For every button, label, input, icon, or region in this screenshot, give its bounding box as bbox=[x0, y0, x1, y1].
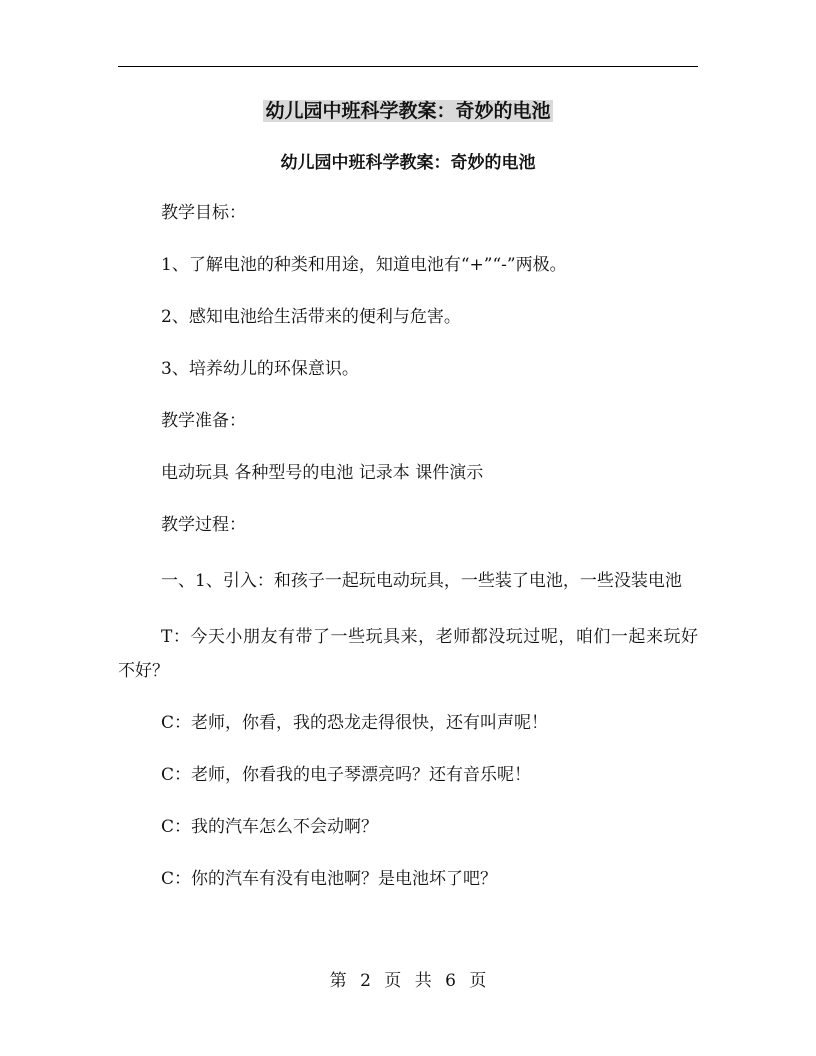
paragraph-preparation-heading: 教学准备： bbox=[161, 411, 246, 431]
header-rule bbox=[118, 66, 698, 67]
footer-total-pages: 6 bbox=[445, 971, 456, 991]
paragraph-objectives-heading: 教学目标： bbox=[161, 203, 246, 223]
paragraph-child-line-3: C：我的汽车怎么不会动啊？ bbox=[161, 817, 379, 837]
footer-page-unit: 页 bbox=[384, 971, 402, 991]
footer-page-number: 2 bbox=[360, 971, 371, 991]
document-title-text: 幼儿园中班科学教案：奇妙的电池 bbox=[265, 100, 551, 122]
document-title bbox=[0, 96, 816, 126]
document-subtitle: 幼儿园中班科学教案：奇妙的电池 bbox=[280, 153, 536, 173]
paragraph-process-intro: 一、1、引入：和孩子一起玩电动玩具，一些装了电池，一些没装电池 bbox=[161, 571, 682, 591]
paragraph-objective-1: 1、了解电池的种类和用途，知道电池有“+”“-”两极。 bbox=[161, 255, 567, 275]
footer-page-label: 第 bbox=[329, 971, 347, 991]
paragraph-child-line-2: C：老师，你看我的电子琴漂亮吗？还有音乐呢！ bbox=[161, 765, 532, 785]
footer-total-label: 共 bbox=[414, 971, 432, 991]
page-footer bbox=[0, 968, 816, 994]
footer-total-unit: 页 bbox=[469, 971, 487, 991]
paragraph-preparation-items: 电动玩具 各种型号的电池 记录本 课件演示 bbox=[161, 463, 484, 483]
document-body bbox=[118, 146, 698, 918]
paragraph-objective-2: 2、感知电池给生活带来的便利与危害。 bbox=[161, 307, 461, 327]
paragraph-objective-3: 3、培养幼儿的环保意识。 bbox=[161, 359, 359, 379]
paragraph-child-line-1: C：老师，你看，我的恐龙走得很快，还有叫声呢！ bbox=[161, 713, 549, 733]
paragraph-teacher-line: T：今天小朋友有带了一些玩具来，老师都没玩过呢，咱们一起来玩好不好？ bbox=[118, 627, 698, 681]
paragraph-child-line-4: C：你的汽车有没有电池啊？是电池坏了吧？ bbox=[161, 869, 498, 889]
paragraph-process-heading: 教学过程： bbox=[161, 515, 246, 535]
